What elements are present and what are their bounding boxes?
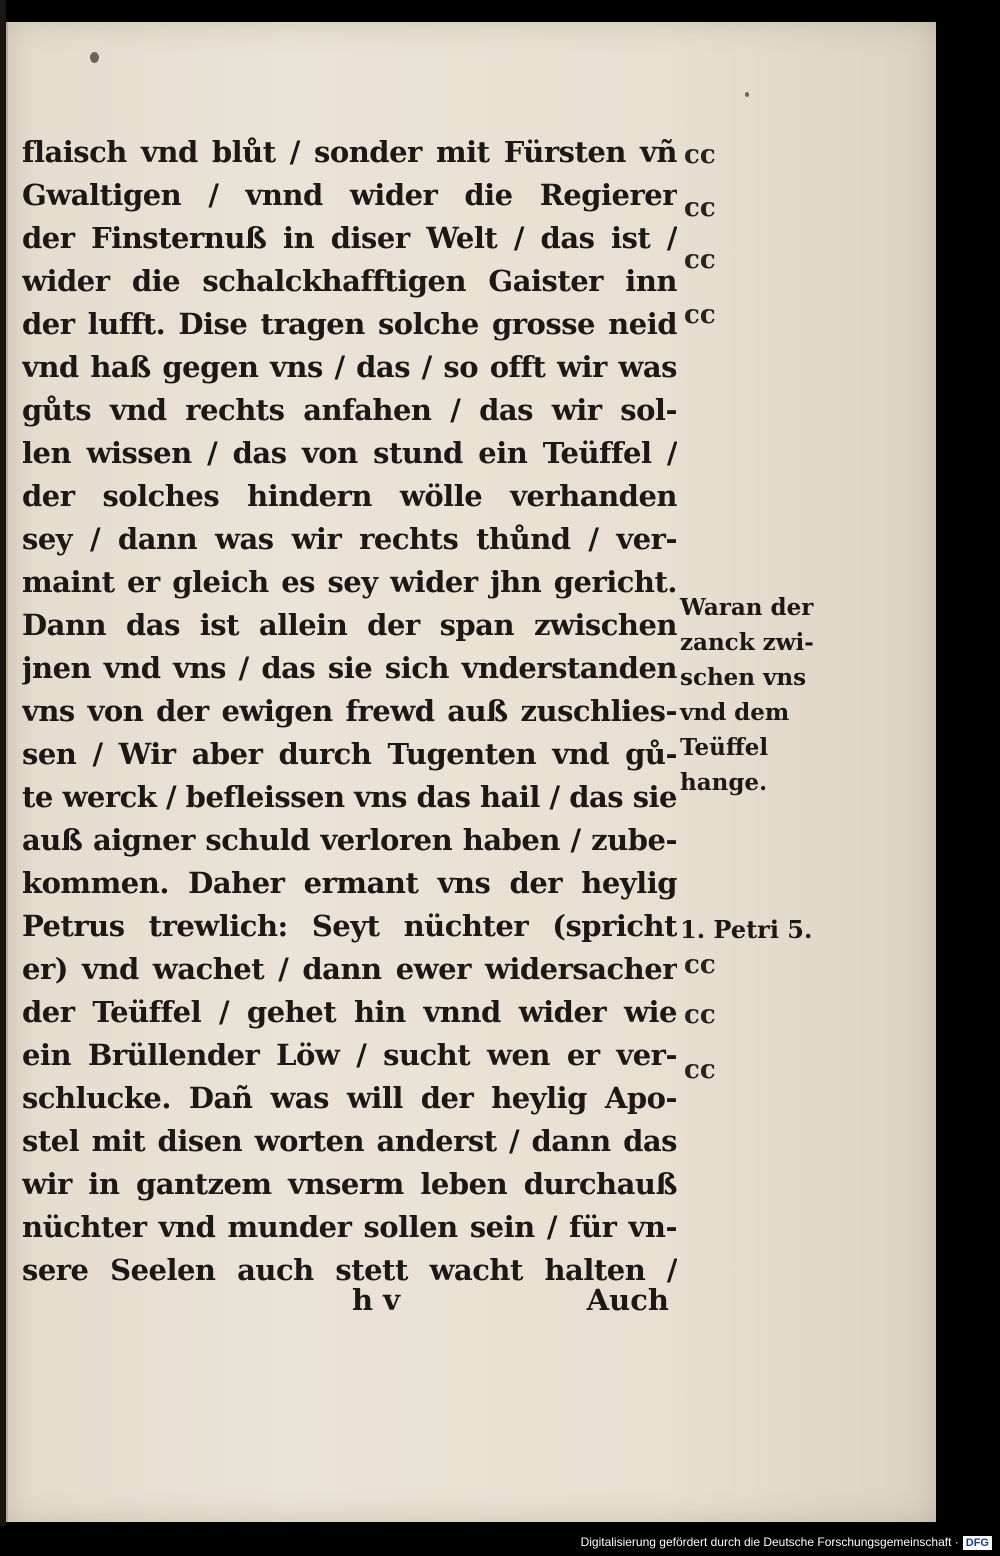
text-line: sen / Wir aber durch Tugenten vnd gů- [22, 737, 677, 771]
signature-mark: h v [352, 1283, 401, 1317]
quote-mark: cc [684, 300, 716, 330]
text-line: maint er gleich es sey wider jhn gericht. [22, 565, 677, 599]
quote-mark: cc [684, 950, 716, 980]
quote-mark: cc [684, 1000, 716, 1030]
text-line: wider die schalckhafftigen Gaister inn [22, 264, 677, 298]
dfg-logo: DFG [963, 1536, 992, 1550]
text-line: stel mit disen worten anderst / dann das [22, 1124, 677, 1158]
text-line: der solches hindern wölle verhanden [22, 479, 677, 513]
margin-note-line: Waran der [680, 594, 814, 621]
catchword: Auch [586, 1283, 669, 1317]
margin-note-line: hange. [680, 769, 768, 796]
text-line: nüchter vnd munder sollen sein / für vn- [22, 1210, 677, 1244]
funding-credit [581, 1535, 992, 1550]
margin-note-line: zanck zwi- [680, 629, 814, 656]
text-line: der Finsternuß in diser Welt / das ist / [22, 221, 677, 255]
ink-speck [90, 52, 99, 63]
text-line: Petrus trewlich: Seyt nüchter (spricht [22, 909, 677, 943]
digitization-footer [0, 1526, 1000, 1556]
margin-note [680, 590, 850, 800]
margin-note-line: schen vns [680, 664, 807, 691]
text-line: vnd haß gegen vns / das / so offt wir was [22, 350, 677, 384]
main-text-column [22, 131, 677, 1292]
quote-mark: cc [684, 140, 716, 170]
text-line: Gwaltigen / vnnd wider die Regierer [22, 178, 677, 212]
funding-credit-text: Digitalisierung gefördert durch die Deutsche Forschungsgemeinschaft · [580, 1535, 959, 1550]
text-line: auß aigner schuld verloren haben / zube- [22, 823, 677, 857]
quote-mark: cc [684, 1055, 716, 1085]
text-line: sere Seelen auch stett wacht halten / [22, 1253, 677, 1287]
margin-note-line: Teüffel [680, 734, 769, 761]
margin-citation-text: 1. Petri 5. [680, 915, 813, 944]
text-line: ein Brüllender Löw / sucht wen er ver- [22, 1038, 677, 1072]
text-line: te werck / befleissen vns das hail / das sie [22, 780, 677, 814]
margin-note-line: vnd dem [680, 699, 790, 726]
text-line: der Teüffel / gehet hin vnnd wider wie [22, 995, 677, 1029]
quote-mark: cc [684, 245, 716, 275]
quote-mark: cc [684, 193, 716, 223]
text-line: sey / dann was wir rechts thůnd / ver- [22, 522, 677, 556]
text-line: er) vnd wachet / dann ewer widersacher [22, 952, 677, 986]
text-line: der lufft. Dise tragen solche grosse neid [22, 307, 677, 341]
ink-speck [745, 92, 749, 97]
text-line: Dann das ist allein der span zwischen [22, 608, 677, 642]
text-line: jnen vnd vns / das sie sich vnderstanden [22, 651, 677, 685]
text-line: vns von der ewigen frewd auß zuschlies- [22, 694, 677, 728]
page-footer [22, 1283, 677, 1326]
text-line: wir in gantzem vnserm leben durchauß [22, 1167, 677, 1201]
text-line: gůts vnd rechts anfahen / das wir sol- [22, 393, 677, 427]
text-line: schlucke. Dañ was will der heylig Apo- [22, 1081, 677, 1115]
text-line: kommen. Daher ermant vns der heylig [22, 866, 677, 900]
text-line: flaisch vnd blůt / sonder mit Fürsten vñ [22, 135, 677, 169]
margin-citation [680, 912, 850, 947]
text-line: len wissen / das von stund ein Teüffel / [22, 436, 677, 470]
